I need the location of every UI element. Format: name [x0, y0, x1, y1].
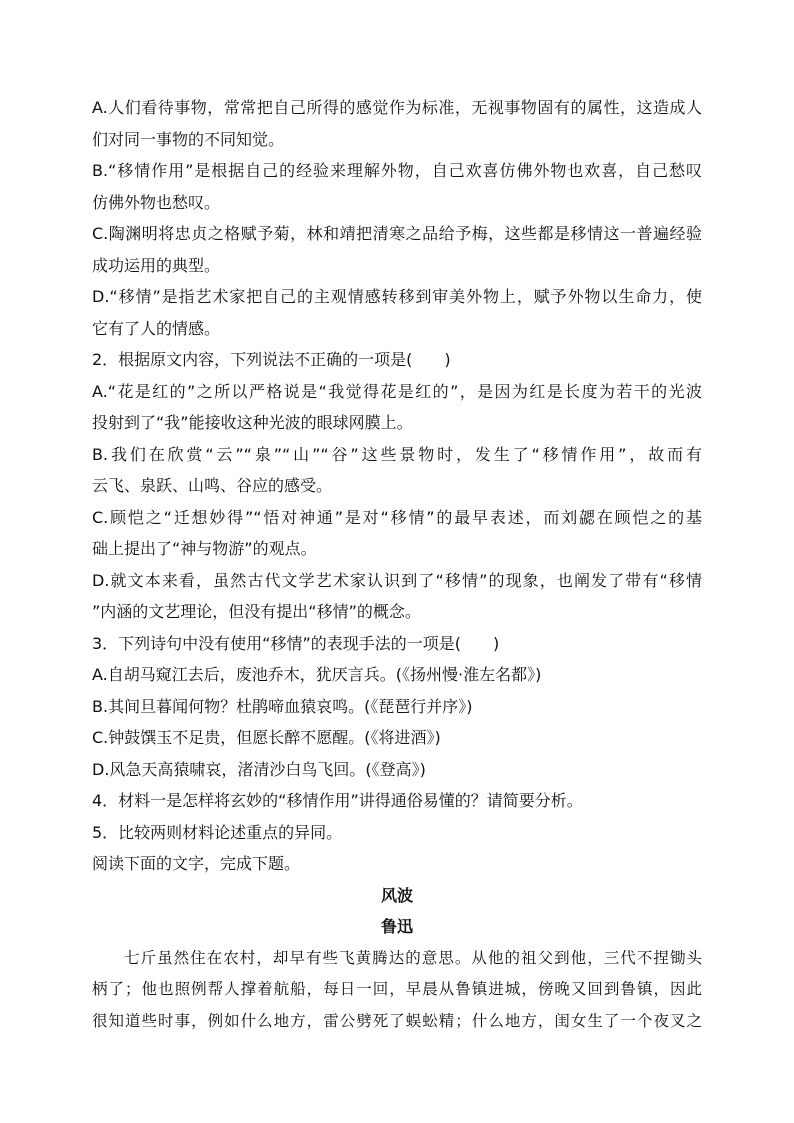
q3-option-c: C.钟鼓馔玉不足贵，但愿长醉不愿醒。(《将进酒》) — [92, 728, 441, 747]
reading-instruction: 阅读下面的文字，完成下题。 — [92, 854, 301, 873]
story-paragraph-line-3: 很知道些时事，例如什么地方，雷公劈死了蜈蚣精；什么地方，闺女生了一个夜叉之 — [92, 1011, 702, 1030]
q1-option-b-line-1: B.“移情作用”是根据自己的经验来理解外物，自己欢喜仿佛外物也欢喜，自己愁叹 — [92, 161, 702, 180]
q3-stem: 3．下列诗句中没有使用“移情”的表现手法的一项是( ) — [92, 633, 500, 653]
q3-option-b: B.其间旦暮闻何物？杜鹃啼血猿哀鸣。(《琵琶行并序》) — [92, 696, 473, 716]
q3-option-d: D.风急天高猿啸哀，渚清沙白鸟飞回。(《登高》) — [92, 759, 426, 779]
q1-option-b-line-2: 仿佛外物也愁叹。 — [92, 192, 221, 212]
q1-option-d-line-2: 它有了人的情感。 — [92, 318, 221, 338]
q1-option-a-line-2: 们对同一事物的不同知觉。 — [92, 129, 285, 149]
q2-option-d-line-1: D.就文本来看，虽然古代文学艺术家认识到了“移情”的现象，也阐发了带有“移情 — [92, 570, 702, 590]
q2-option-a-line-1: A.“花是红的”之所以严格说是“我觉得花是红的”，是因为红是长度为若干的光波 — [92, 381, 702, 401]
q2-option-b-line-2: 云飞、泉跃、山鸣、谷应的感受。 — [92, 476, 333, 495]
story-title: 风波 — [380, 885, 413, 905]
q2-option-a-line-2: 投射到了“我”能接收这种光波的眼球网膜上。 — [92, 413, 413, 432]
q1-option-d-line-1: D.“移情”是指艺术家把自己的主观情感转移到审美外物上，赋予外物以生命力，使 — [92, 287, 702, 306]
q3-option-a: A.自胡马窥江去后，废池乔木，犹厌言兵。(《扬州慢·淮左名都》) — [92, 665, 542, 684]
q2-option-b-line-1: B.我们在欣赏“云”“泉”“山”“谷”这些景物时，发生了“移情作用”，故而有 — [92, 444, 702, 464]
story-paragraph-line-2: 柄了；他也照例帮人撑着航船，每日一回，早晨从鲁镇进城，傍晚又回到鲁镇，因此 — [92, 980, 702, 998]
q2-option-c-line-2: 础上提出了“神与物游”的观点。 — [92, 539, 317, 558]
document-body — [92, 92, 702, 1037]
q1-option-c-line-1: C.陶渊明将忠贞之格赋予菊，林和靖把清寒之品给予梅，这些都是移情这一普遍经验 — [92, 224, 702, 243]
q5-stem: 5．比较两则材料论述重点的异同。 — [92, 822, 343, 842]
q2-stem: 2．根据原文内容，下列说法不正确的一项是( ) — [92, 350, 451, 369]
q2-option-c-line-1: C.顾恺之“迁想妙得”“悟对神通”是对“移情”的最早表述，而刘勰在顾恺之的基 — [92, 507, 702, 527]
q2-option-d-line-2: ”内涵的文艺理论，但没有提出“移情”的概念。 — [92, 602, 421, 621]
q1-option-a-line-1: A.人们看待事物，常常把自己所得的感觉作为标准，无视事物固有的属性，这造成人 — [92, 98, 702, 117]
story-paragraph-line-1: 七斤虽然住在农村，却早有些飞黄腾达的意思。从他的祖父到他，三代不捏锄头 — [124, 948, 702, 967]
q4-stem: 4．材料一是怎样将玄妙的“移情作用”讲得通俗易懂的？请简要分析。 — [92, 791, 583, 810]
q1-option-c-line-2: 成功运用的典型。 — [92, 255, 221, 275]
story-author: 鲁迅 — [380, 917, 413, 936]
